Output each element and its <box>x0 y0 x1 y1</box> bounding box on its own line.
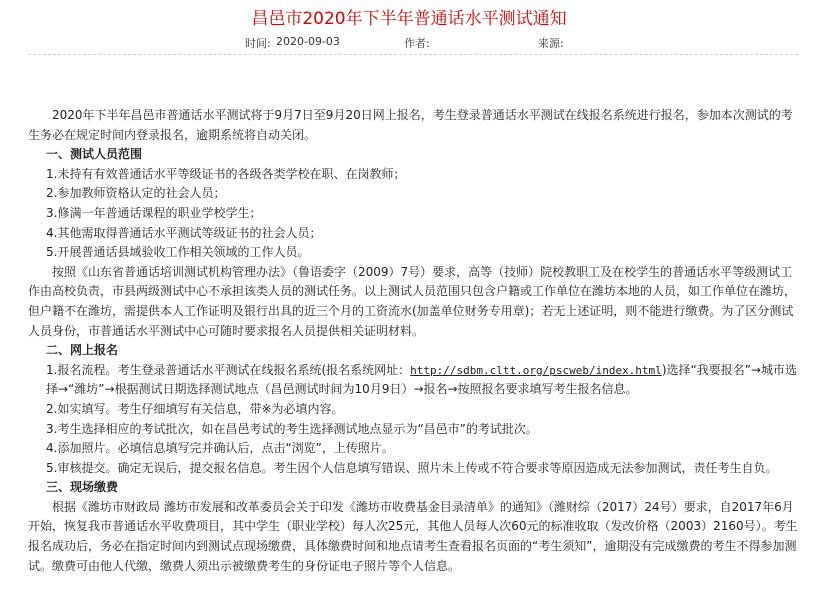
list-item: 5.审核提交。确定无误后，提交报名信息。考生因个人信息填写错误、照片未上传或不符合要求等原因造成无法参加测试，责任考生自负。 <box>46 460 778 475</box>
time-label: 时间: <box>245 37 271 50</box>
list-item <box>28 361 798 400</box>
payment-paragraph: 根据《潍坊市财政局 潍坊市发展和改革委员会关于印发《潍坊市收费基金目录清单》的通知》（潍财综（2017）24号）要求，自2017年6月开始，恢复我市普通话水平收费项目，其中学生（职业学校）每人次25元，其他人员每人次60元的标准收取（发改价格（2003）2160号）。考生报名成功后，务必在指定时间内到测试点现场缴费，具体缴费时间和地点请考生查看报名页面的“考生须知”，逾期没有完成缴费的考生不得参加测试。缴费可由他人代缴，缴费人须出示被缴费考生的身份证电子照片等个人信息。 <box>28 499 798 573</box>
author-label: 作者: <box>404 37 430 50</box>
list-item: 4.添加照片。必填信息填写完并确认后，点击“浏览”，上传照片。 <box>46 441 394 456</box>
article-body <box>28 106 798 576</box>
section-heading-scope: 一、测试人员范围 <box>46 147 143 162</box>
page-title: 昌邑市2020年下半年普通话水平测试通知 <box>251 9 567 29</box>
list-item: 4.其他需取得普通话水平测试等级证书的社会人员； <box>46 225 322 240</box>
list-item: 2.如实填写。考生仔细填写有关信息，带※为必填内容。 <box>46 401 344 416</box>
section-heading-payment: 三、现场缴费 <box>46 480 119 495</box>
header-divider <box>28 54 798 55</box>
time-value: 2020-09-03 <box>276 35 340 48</box>
list-item: 3.修满一年普通话课程的职业学校学生； <box>46 205 262 220</box>
registration-system-link[interactable]: http://sdbm.cltt.org/pscweb/index.html <box>410 363 662 377</box>
list-item: 1.未持有有效普通话水平等级证书的各级各类学校在职、在岗教师； <box>46 166 406 181</box>
list-item: 3.考生选择相应的考试批次，如在昌邑考试的考生选择测试地点显示为“昌邑市”的考试批次。 <box>46 421 538 436</box>
source-label: 来源: <box>538 37 564 50</box>
list-item: 5.开展普通话县域验收工作相关领域的工作人员。 <box>46 245 310 260</box>
registration-step-text: 1.报名流程。考生登录普通话水平测试在线报名系统(报名系统网址： <box>46 362 411 377</box>
intro-paragraph: 2020年下半年昌邑市普通话水平测试将于9月7日至9月20日网上报名，考生登录普通话水平测试在线报名系统进行报名，参加本次测试的考生务必在规定时间内登录报名，逾期系统将自动关闭。 <box>28 108 793 142</box>
section-heading-registration: 二、网上报名 <box>46 343 119 358</box>
list-item: 2.参加教师资格认定的社会人员； <box>46 186 226 201</box>
scope-note-paragraph: 按照《山东省普通话培训测试机构管理办法》（鲁语委字（2009）7号）要求，高等（技师）院校教职工及在校学生的普通话水平等级测试工作由高校负责，市县两级测试中心不承担该类人员的测试任务。以上测试人员范围只包含户籍或工作单位在潍坊本地的人员，如工作单位在潍坊，但户籍不在潍坊，需提供本人工作证明及银行出具的近三个月的工资流水(加盖单位财务专用章)；若无上述证明，则不能进行缴费。为了区分测试人员身份，市普通话水平测试中心可随时要求报名人员提供相关证明材料。 <box>28 264 797 338</box>
registration-step-text-cont: )选择“我要报名”→城市选择→“潍坊”→根据测试日期选择测试地点（昌邑测试时间为10月9日）→报名→按照报名要求填写考生报名信息。 <box>46 362 797 397</box>
